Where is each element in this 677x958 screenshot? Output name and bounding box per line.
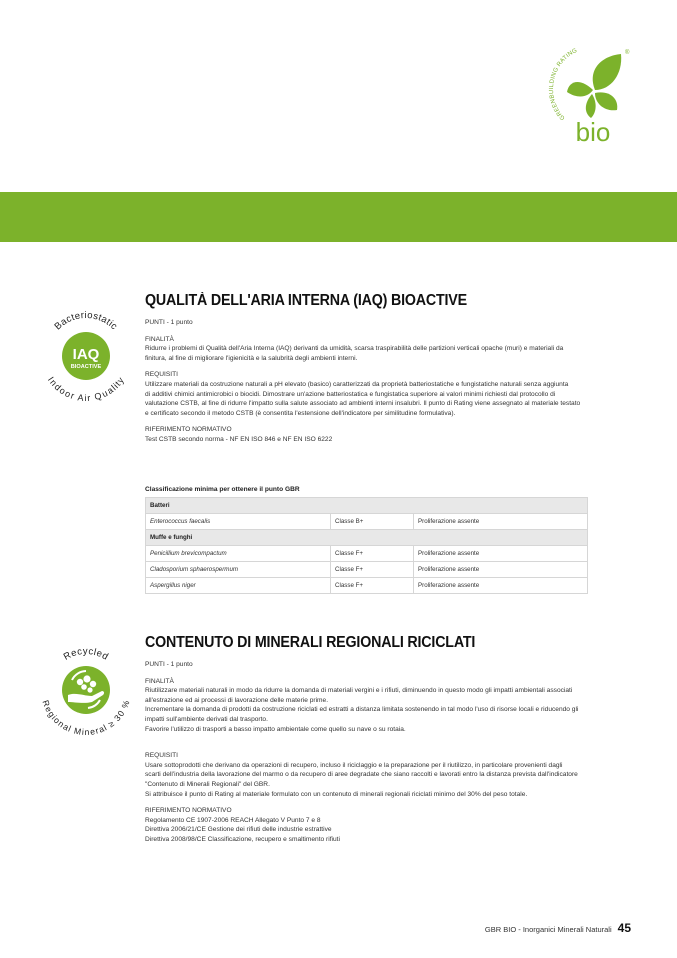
table-row bbox=[146, 546, 588, 562]
badge-bioactive: BIOACTIVE bbox=[70, 364, 102, 370]
points: PUNTI - 1 punto bbox=[145, 661, 193, 668]
table-group-row bbox=[146, 530, 588, 546]
species-cell: Penicillium brevicompactum bbox=[146, 546, 331, 562]
points: PUNTI - 1 punto bbox=[145, 319, 193, 326]
badge-top-text: Bacteriostatic bbox=[52, 309, 120, 333]
result-cell: Proliferazione assente bbox=[414, 514, 588, 530]
riferimento-label: RIFERIMENTO NORMATIVO bbox=[145, 807, 232, 815]
section-regional-minerals bbox=[145, 634, 615, 845]
registered-mark: ® bbox=[625, 50, 630, 56]
riferimento-line: Direttiva 2008/98/CE Classificazione, recupero e smaltimento rifiuti bbox=[145, 835, 340, 843]
class-cell: Classe F+ bbox=[331, 546, 414, 562]
requisiti-line: "Contenuto di Minerali Regionali" del GBR. bbox=[145, 780, 270, 788]
requisiti-line: valutazione CSTB, al fine di ridurre l'impatto sulla salute associato ad ambienti interni insalubri. Il punto di Rating viene assegnato al materiale testato bbox=[145, 400, 581, 408]
requisiti-line: Si attribuisce il punto di Rating al materiale formulato con un contenuto di minerali regionali riciclati minimo del 30% del peso totale. bbox=[145, 790, 528, 798]
badge-top-text: Recycled bbox=[61, 645, 111, 663]
riferimento-label: RIFERIMENTO NORMATIVO bbox=[145, 426, 232, 434]
riferimento-line: Test CSTB secondo norma - NF EN ISO 846 e NF EN ISO 6222 bbox=[145, 435, 333, 443]
class-cell: Classe B+ bbox=[331, 514, 414, 530]
section-title: CONTENUTO DI MINERALI REGIONALI RICICLATI bbox=[145, 634, 476, 651]
result-cell: Proliferazione assente bbox=[414, 578, 588, 594]
green-band bbox=[0, 192, 677, 242]
table-caption: Classificazione minima per ottenere il punto GBR bbox=[145, 486, 300, 493]
species-cell: Cladosporium sphaerospermum bbox=[146, 562, 331, 578]
finalita-line: finitura, al fine di migliorare l'igienicità e la salubrità degli ambienti interni. bbox=[145, 354, 358, 362]
badge-bottom-text: Indoor Air Quality bbox=[45, 375, 127, 404]
group-name: Batteri bbox=[146, 498, 588, 514]
class-cell: Classe F+ bbox=[331, 578, 414, 594]
requisiti-line: e certificato secondo il metodo CSTB (è consentita l'estensione dell'indicatore per similitudine formulativa). bbox=[145, 409, 456, 417]
finalita-line: Incrementare la domanda di prodotti da costruzione riciclati ed estratti a distanza limitata sostenendo in tal modo l'uso di risorse locali e riducendo gli bbox=[145, 706, 579, 714]
species-cell: Aspergillus niger bbox=[146, 578, 331, 594]
finalita-line: Ridurre i problemi di Qualità dell'Aria Interna (IAQ) derivanti da umidità, scarsa traspirabilità delle partizioni verticali opache (muri) e materiali da bbox=[145, 345, 564, 353]
requisiti-line: Usare sottoprodotti che derivano da operazioni di recupero, incluso il riciclaggio e la preparazione per il riutilizzo, in particolare provenienti dagli bbox=[145, 761, 563, 769]
table-row bbox=[146, 578, 588, 594]
footer-text: GBR BIO - Inorganici Minerali Naturali bbox=[484, 925, 612, 934]
requisiti-line: scarti dell'industria della lavorazione del marmo o da recupero di aree degradate che siano raccolti e lavorati entro la distanza prevista dall'indicatore bbox=[145, 771, 578, 779]
section-iaq bbox=[145, 292, 615, 445]
finalita-line: Favorire l'utilizzo di trasporti a basso impatto ambientale come quello su nave o su rotaia. bbox=[145, 725, 406, 733]
result-cell: Proliferazione assente bbox=[414, 562, 588, 578]
finalita-label: FINALITÀ bbox=[145, 335, 174, 343]
requisiti-label: REQUISITI bbox=[145, 371, 178, 379]
bio-rating-logo bbox=[545, 40, 640, 150]
table-row bbox=[146, 514, 588, 530]
section-title: QUALITÀ DELL'ARIA INTERNA (IAQ) BIOACTIVE bbox=[145, 292, 467, 309]
class-cell: Classe F+ bbox=[331, 562, 414, 578]
finalita-line: Riutilizzare materiali naturali in modo da ridurre la domanda di materiali vergini e i rifiuti, diminuendo in questo modo gli impatti ambientali associati bbox=[145, 687, 573, 695]
table-row bbox=[146, 562, 588, 578]
badge-bottom-text: Regional Mineral ≥ 30 % bbox=[40, 698, 132, 738]
classification-table-block bbox=[145, 486, 615, 594]
table-group-row bbox=[146, 498, 588, 514]
finalita-line: impatti sull'ambiente derivati dal trasporto. bbox=[145, 715, 268, 723]
requisiti-line: Utilizzare materiali da costruzione naturali a pH elevato (basico) caratterizzati da proprietà batteriostatiche e fungistatiche naturali senza aggiunta bbox=[145, 380, 569, 388]
group-name: Muffe e funghi bbox=[146, 530, 588, 546]
badge-iaq: IAQ bbox=[72, 346, 100, 363]
finalita-label: FINALITÀ bbox=[145, 677, 174, 685]
page-footer bbox=[485, 921, 631, 935]
classification-table bbox=[145, 497, 588, 594]
recycled-mineral-badge bbox=[36, 640, 136, 740]
logo-word: bio bbox=[575, 117, 611, 147]
leaf-icon bbox=[567, 54, 621, 118]
finalita-line: all'estrazione ed ai processi di lavorazione delle materie prime. bbox=[145, 696, 329, 704]
species-cell: Enterococcus faecalis bbox=[146, 514, 331, 530]
riferimento-line: Regolamento CE 1907-2006 REACH Allegato V Punto 7 e 8 bbox=[145, 816, 321, 824]
iaq-bioactive-badge bbox=[36, 306, 136, 406]
riferimento-line: Direttiva 2006/21/CE Gestione dei rifiuti delle industrie estrattive bbox=[145, 826, 332, 834]
requisiti-label: REQUISITI bbox=[145, 752, 178, 760]
result-cell: Proliferazione assente bbox=[414, 546, 588, 562]
requisiti-line: di additivi chimici antimicrobici o biocidi. Dimostrare un'azione batteriostatica e fungistatica superiore ai valori minimi richiesti dal protocollo di bbox=[145, 390, 556, 398]
page-number: 45 bbox=[617, 921, 631, 935]
logo-arc-text: GREENBUILDING RATING bbox=[548, 47, 579, 121]
